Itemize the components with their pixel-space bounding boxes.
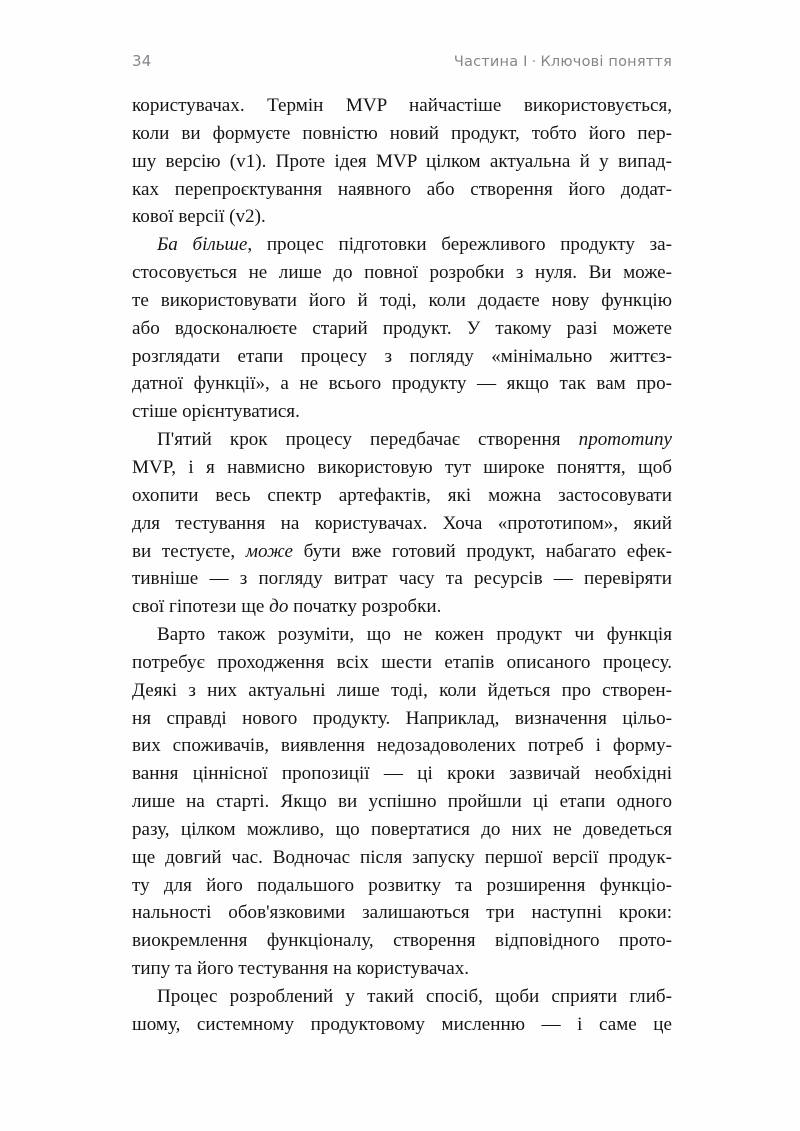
paragraph <box>132 983 672 1039</box>
text-line: для тестування на користувачах. Хоча «прототипом», який <box>132 512 672 534</box>
running-head-title <box>454 54 672 70</box>
text-line: вання ціннісної пропозиції — ці кроки зазвичай необхідні <box>132 763 672 785</box>
emphasis-text: може <box>245 540 294 562</box>
paragraph <box>132 92 672 231</box>
text-line: свої гіпотези ще до початку розробки. <box>132 596 442 618</box>
text-line: користувачах. Термін MVP найчастіше використовується, <box>132 95 672 116</box>
text-line: виокремлення функціоналу, створення відповідного прото- <box>132 930 672 952</box>
text-line: потребує проходження всіх шести етапів описаного процесу. <box>132 651 672 673</box>
text-line: коли ви формуєте повністю новий продукт, тобто його пер- <box>132 122 672 144</box>
paragraph <box>132 426 672 621</box>
text-line: Процес розроблений у такий спосіб, щоби сприяти глиб- <box>157 986 672 1007</box>
text-line: шу версію (v1). Проте ідея MVP цілком актуальна й у випад- <box>132 150 672 172</box>
text-line: або вдосконалюєте старий продукт. У такому разі можете <box>132 317 672 339</box>
running-head-separator: · <box>531 54 537 70</box>
emphasis-text: прототипу <box>578 429 672 451</box>
emphasis-text: Ба більше <box>157 234 248 256</box>
text-line: ту для його подальшого розвитку та розширення функціо- <box>132 874 672 896</box>
text-line: нальності обов'язковими залишаються три наступні кроки: <box>132 902 672 924</box>
text-line: MVP, і я навмисно використовую тут широке поняття, щоб <box>132 456 672 478</box>
text-line: охопити весь спектр артефактів, які можна застосовувати <box>132 484 672 506</box>
running-head-chapter: Ключові поняття <box>540 54 672 70</box>
text-line: датної функції», а не всього продукту — якщо так вам про- <box>132 373 672 395</box>
text-line: разу, цілком можливо, що повертатися до них не доведеться <box>132 818 672 840</box>
text-line: Варто також розуміти, що не кожен продукт чи функція <box>157 624 672 646</box>
page-number: 34 <box>132 52 152 70</box>
paragraph <box>132 231 672 426</box>
text-line: Ба більше, процес підготовки бережливого продукту за- <box>157 234 672 256</box>
running-head-part: Частина I <box>453 54 528 70</box>
text-line: ках перепроєктування наявного або створення його додат- <box>132 178 672 200</box>
text-line: стосовується не лише до повної розробки з нуля. Ви може- <box>132 262 672 284</box>
text-line: те використовувати його й тоді, коли додаєте нову функцію <box>132 289 672 311</box>
text-line: тивніше — з погляду витрат часу та ресурсів — перевіряти <box>132 568 672 590</box>
text-line: П'ятий крок процесу передбачає створення прототипу <box>157 429 672 451</box>
emphasis-text: до <box>269 596 289 618</box>
text-line: кової версії (v2). <box>132 206 266 228</box>
text-line: розглядати етапи процесу з погляду «мінімально життєз- <box>132 345 672 367</box>
body-text <box>132 92 672 1039</box>
running-head <box>132 52 672 76</box>
text-line: стіше орієнтуватися. <box>132 401 300 423</box>
text-line: вих споживачів, виявлення недозадоволених потреб і форму- <box>132 735 672 757</box>
text-line: ви тестуєте, може бути вже готовий продукт, набагато ефек- <box>132 540 672 562</box>
text-line: шому, системному продуктовому мисленню — і саме це <box>132 1013 672 1035</box>
text-line: ще довгий час. Водночас після запуску першої версії продук- <box>132 846 672 868</box>
text-line: типу та його тестування на користувачах. <box>132 958 470 980</box>
text-line: Деякі з них актуальні лише тоді, коли йдеться про створен- <box>132 679 672 701</box>
text-line: ня справді нового продукту. Наприклад, визначення цільо- <box>132 707 672 729</box>
text-line: лише на старті. Якщо ви успішно пройшли ці етапи одного <box>132 791 672 813</box>
paragraph <box>132 621 672 983</box>
